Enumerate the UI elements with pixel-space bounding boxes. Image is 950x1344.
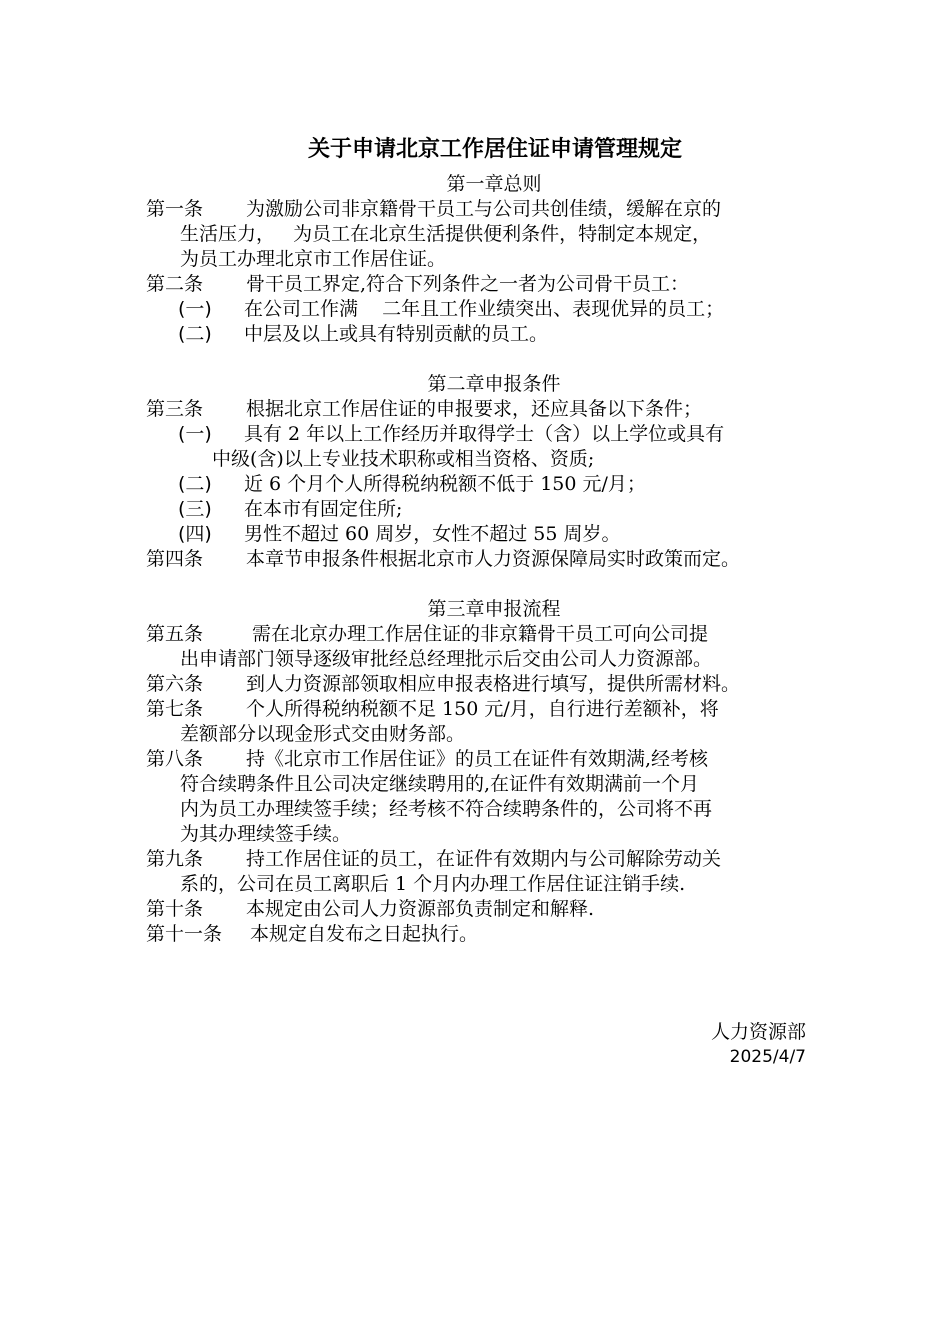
article-2-item-1 — [146, 297, 826, 322]
article-10-text-line1: 本规定由公司人力资源部负责制定和解释. — [246, 898, 595, 920]
article-9-text-line1: 持工作居住证的员工，在证件有效期内与公司解除劳动关 — [246, 848, 722, 870]
article-2-label: 第二条 — [146, 273, 204, 295]
article-5-label: 第五条 — [146, 623, 204, 645]
article-3-item-1 — [146, 422, 826, 447]
article-1-text-line2: 生活压力， 为员工在北京生活提供便利条件，特制定本规定， — [180, 223, 712, 245]
article-1-text-line3: 为员工办理北京市工作居住证。 — [180, 248, 447, 270]
article-11-text-line1: 本规定自发布之日起执行。 — [250, 923, 479, 945]
article-6-label: 第六条 — [146, 673, 204, 695]
article-2-item-2 — [146, 322, 826, 347]
item-text: 在公司工作满 二年且工作业绩突出、表现优异的员工； — [244, 298, 725, 320]
article-9-text-line2: 系的，公司在员工离职后 1 个月内办理工作居住证注销手续. — [180, 873, 686, 895]
item-text: 在本市有固定住所; — [244, 498, 403, 520]
article-3 — [146, 397, 826, 547]
article-8-text-line3: 内为员工办理续签手续；经考核不符合续聘条件的，公司将不再 — [180, 798, 713, 820]
article-7-text-line1: 个人所得税纳税额不足 150 元/月，自行进行差额补，将 — [246, 698, 719, 720]
article-5-text-line1: 需在北京办理工作居住证的非京籍骨干员工可向公司提 — [246, 623, 709, 645]
article-1 — [146, 197, 826, 272]
article-6 — [146, 672, 826, 697]
item-number: (四) — [178, 523, 212, 545]
signature-department: 人力资源部 — [710, 1021, 806, 1043]
item-number: (二) — [178, 323, 212, 345]
item-number: (二) — [178, 473, 212, 495]
article-5 — [146, 622, 826, 672]
article-5-text-line2: 出申请部门领导逐级审批经总经理批示后交由公司人力资源部。 — [180, 648, 713, 670]
article-1-text-line1: 为激励公司非京籍骨干员工与公司共创佳绩，缓解在京的 — [246, 198, 722, 220]
item-number: (一) — [178, 298, 212, 320]
signature-block — [711, 1020, 806, 1070]
article-4 — [146, 547, 826, 572]
article-7-text-line2: 差额部分以现金形式交由财务部。 — [180, 723, 466, 745]
article-6-text-line1: 到人力资源部领取相应申报表格进行填写，提供所需材料。 — [246, 673, 741, 695]
item-text: 中层及以上或具有特别贡献的员工。 — [244, 323, 549, 345]
article-9 — [146, 847, 826, 897]
article-4-text-line1: 本章节申报条件根据北京市人力资源保障局实时政策而定。 — [246, 548, 741, 570]
article-2 — [146, 272, 826, 347]
article-8 — [146, 747, 826, 847]
article-3-item-2 — [146, 472, 826, 497]
article-7-label: 第七条 — [146, 698, 204, 720]
document-title: 关于申请北京工作居住证申请管理规定 — [307, 137, 682, 162]
article-2-text-line1: 骨干员工界定,符合下列条件之一者为公司骨干员工： — [246, 273, 690, 295]
item-text: 具有 2 年以上工作经历并取得学士（含）以上学位或具有 — [244, 423, 725, 445]
document-body — [146, 134, 826, 947]
article-10-label: 第十条 — [146, 898, 204, 920]
article-11-label: 第十一条 — [146, 923, 223, 945]
article-7 — [146, 697, 826, 747]
chapter-2-heading: 第二章申报条件 — [427, 373, 561, 395]
chapter-3-heading: 第三章申报流程 — [427, 598, 561, 620]
chapter-1-heading: 第一章总则 — [446, 173, 542, 195]
article-3-item-1-cont: 中级(含)以上专业技术职称或相当资格、资质; — [212, 448, 595, 470]
item-number: (三) — [178, 498, 212, 520]
article-8-label: 第八条 — [146, 748, 204, 770]
item-text: 男性不超过 60 周岁，女性不超过 55 周岁。 — [244, 523, 621, 545]
article-3-item-3 — [146, 497, 826, 522]
item-number: (一) — [178, 423, 212, 445]
article-8-text-line2: 符合续聘条件且公司决定继续聘用的,在证件有效期满前一个月 — [180, 773, 700, 795]
article-9-label: 第九条 — [146, 848, 204, 870]
article-1-label: 第一条 — [146, 198, 204, 220]
article-4-label: 第四条 — [146, 548, 204, 570]
article-8-text-line4: 为其办理续签手续。 — [180, 823, 352, 845]
item-text: 近 6 个月个人所得税纳税额不低于 150 元/月； — [244, 473, 646, 495]
signature-date: 2025/4/7 — [729, 1047, 806, 1067]
article-3-item-4 — [146, 522, 826, 547]
article-8-text-line1: 持《北京市工作居住证》的员工在证件有效期满,经考核 — [246, 748, 709, 770]
article-3-text-line1: 根据北京工作居住证的申报要求，还应具备以下条件； — [246, 398, 703, 420]
article-3-label: 第三条 — [146, 398, 204, 420]
article-11 — [146, 922, 826, 947]
article-10 — [146, 897, 826, 922]
